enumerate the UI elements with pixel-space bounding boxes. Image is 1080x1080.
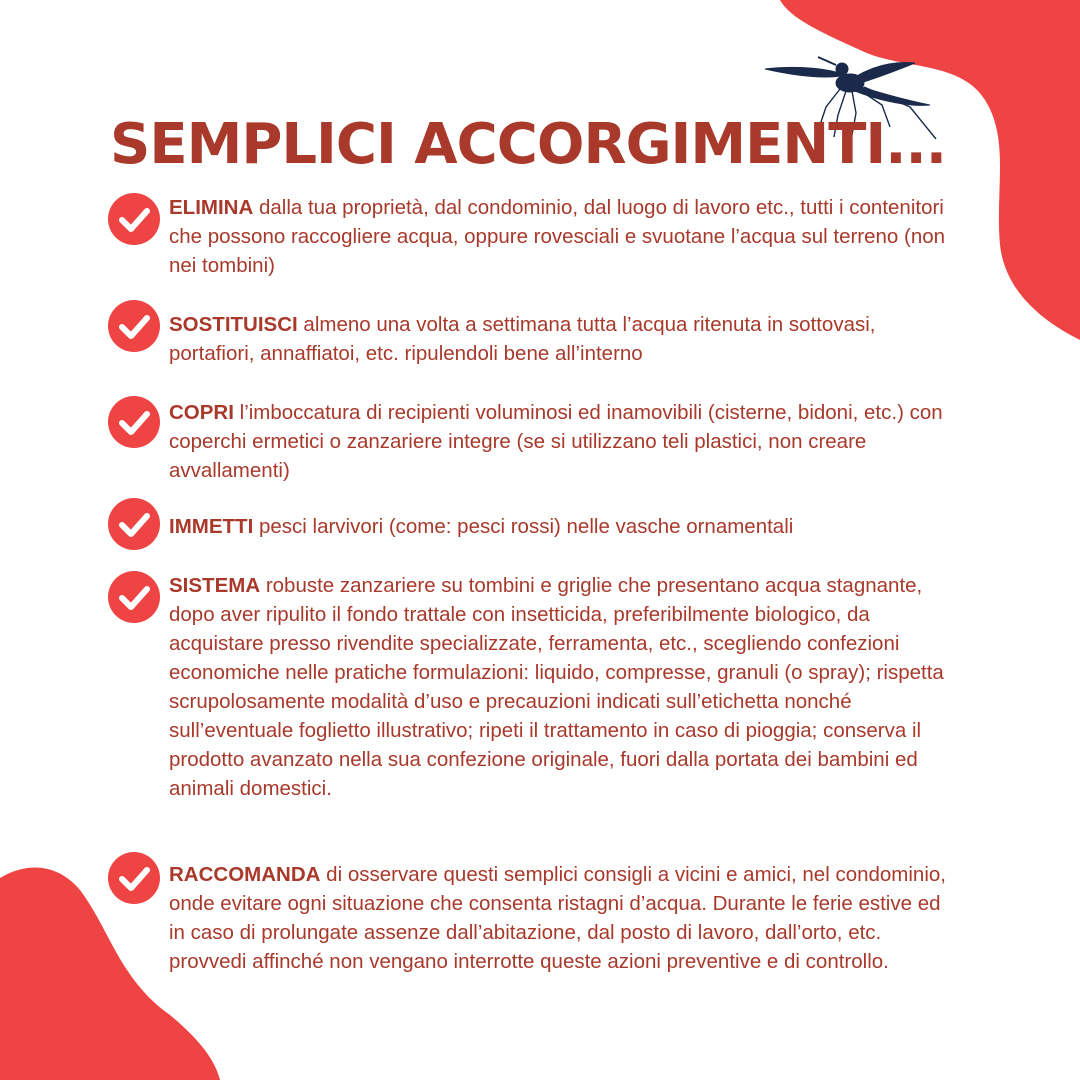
list-item-text — [169, 571, 961, 803]
item-description: robuste zanzariere su tombini e griglie che presentano acqua stagnante, dopo aver ripulito il fondo trattale con insetticida, preferibilmente biologico, da acquistare presso rivendite specializzate, ferramenta, etc., scegliendo confezioni economiche nelle pratiche formulazioni: liquido, compresse, granuli (o spray); rispetta scrupolosamente modalità d’uso e precauzioni indicati sull’etichetta nonché sull’eventuale foglietto illustrativo; ripeti il trattamento in caso di pioggia; conserva il prodotto avanzato nella sua confezione originale, fuori dalla portata dei bambini ed animali domestici. — [169, 574, 944, 800]
item-keyword: SISTEMA — [169, 574, 261, 597]
item-keyword: RACCOMANDA — [169, 863, 321, 886]
item-keyword: SOSTITUISCI — [169, 313, 298, 336]
item-description: almeno una volta a settimana tutta l’acqua ritenuta in sottovasi, portafiori, annaffiatoi, etc. ripulendoli bene all’interno — [169, 313, 876, 365]
list-item-text — [169, 193, 961, 280]
check-circle-icon — [108, 571, 160, 623]
page-title: SEMPLICI ACCORGIMENTI... — [110, 112, 947, 177]
item-description: l’imboccatura di recipienti voluminosi ed inamovibili (cisterne, bidoni, etc.) con coperchi ermetici o zanzariere integre (se si utilizzano teli plastici, non creare avvallamenti) — [169, 401, 943, 482]
item-keyword: ELIMINA — [169, 196, 254, 219]
list-item-text — [169, 310, 961, 368]
check-circle-icon — [108, 396, 160, 448]
check-circle-icon — [108, 300, 160, 352]
check-circle-icon — [108, 498, 160, 550]
list-item-text — [169, 860, 961, 976]
item-description: dalla tua proprietà, dal condominio, dal luogo di lavoro etc., tutti i contenitori che possono raccogliere acqua, oppure rovesciali e svuotane l’acqua sul terreno (non nei tombini) — [169, 196, 946, 277]
item-description: di osservare questi semplici consigli a vicini e amici, nel condominio, onde evitare ogni situazione che consenta ristagni d’acqua. Durante le ferie estive ed in caso di prolungate assenze dall’abitazione, dal posto di lavoro, dall’orto, etc. provvedi affinché non vengano interrotte queste azioni preventive e di controllo. — [169, 863, 946, 973]
list-item-text — [169, 398, 961, 485]
list-item-text — [169, 512, 961, 541]
check-circle-icon — [108, 193, 160, 245]
item-description: pesci larvivori (come: pesci rossi) nelle vasche ornamentali — [253, 515, 794, 538]
item-keyword: IMMETTI — [169, 515, 254, 538]
check-circle-icon — [108, 852, 160, 904]
item-keyword: COPRI — [169, 401, 234, 424]
